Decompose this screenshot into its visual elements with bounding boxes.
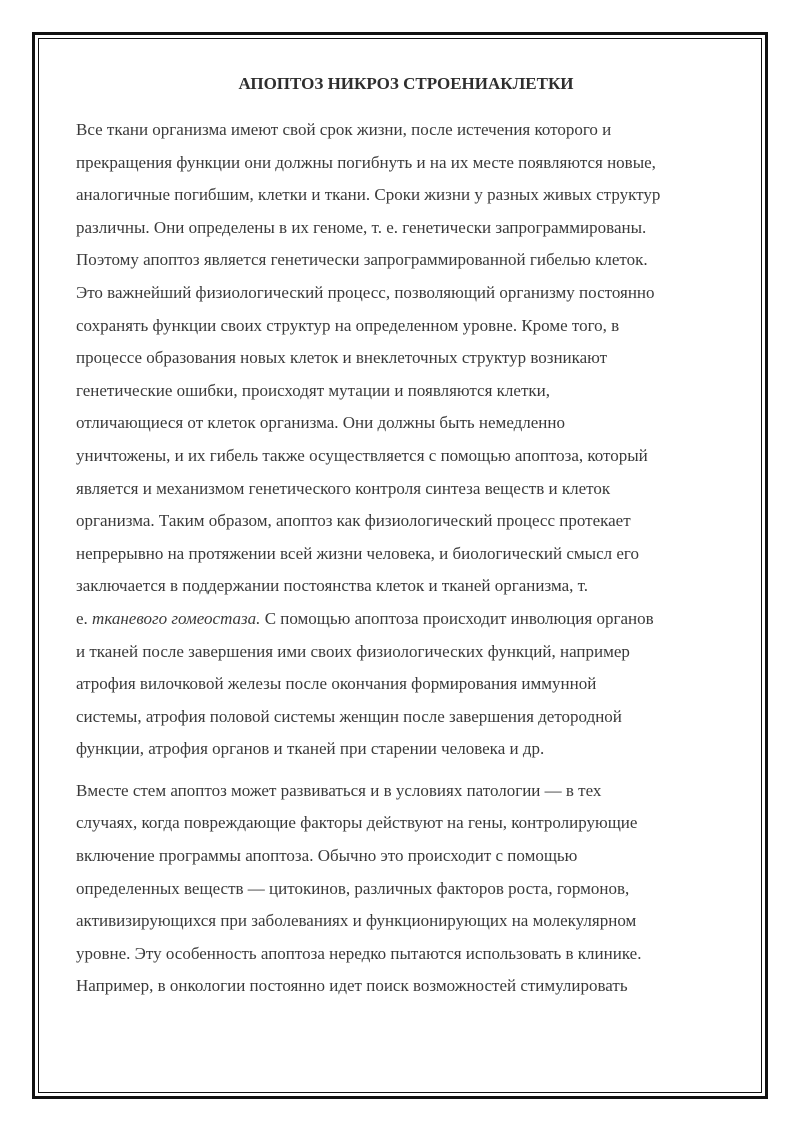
text-fragment: е.: [76, 608, 93, 628]
text-line: Все ткани организма имеют свой срок жизни, после истечения которого и: [76, 120, 612, 139]
text-line: Это важнейший физиологический процесс, позволяющий организму постоянно: [76, 282, 655, 302]
text-line: уровне. Эту особенность апоптоза нередко пытаются использовать в клинике.: [76, 943, 642, 963]
text-line: Например, в онкологии постоянно идет поиск возможностей стимулировать: [76, 976, 628, 996]
text-fragment: С помощью апоптоза происходит инволюция органов: [260, 608, 654, 628]
text-line: атрофия вилочковой железы после окончания формирования иммунной: [76, 674, 597, 694]
paragraph-1: [76, 114, 736, 766]
text-line: функции, атрофия органов и тканей при старении человека и др.: [76, 739, 545, 759]
text-line: заключается в поддержании постоянства клеток и тканей организма, т.: [76, 576, 589, 596]
text-line: определенных веществ — цитокинов, различных факторов роста, гормонов,: [76, 878, 630, 898]
text-line: случаях, когда повреждающие факторы действуют на гены, контролирующие: [76, 813, 638, 833]
text-line: системы, атрофия половой системы женщин после завершения детородной: [76, 706, 622, 726]
text-line: организма. Таким образом, апоптоз как физиологический процесс протекает: [76, 511, 631, 531]
paragraph-2: [76, 775, 736, 1003]
italic-term: тканевого гомеостаза.: [92, 608, 261, 628]
text-line: генетические ошибки, происходят мутации и появляются клетки,: [76, 380, 550, 400]
text-line-mixed: [76, 603, 736, 636]
document-title: АПОПТОЗ НИКРОЗ СТРОЕНИАКЛЕТКИ: [238, 74, 574, 93]
text-line: является и механизмом генетического контроля синтеза веществ и клеток: [76, 478, 611, 498]
text-line: различны. Они определены в их геноме, т. е. генетически запрограммированы.: [76, 217, 647, 237]
text-line: Поэтому апоптоз является генетически запрограммированной гибелью клеток.: [76, 250, 648, 270]
text-line: аналогичные погибшим, клетки и ткани. Сроки жизни у разных живых структур: [76, 185, 661, 205]
text-line: активизирующихся при заболеваниях и функционирующих на молекулярном: [76, 911, 637, 931]
text-line: отличающиеся от клеток организма. Они должны быть немедленно: [76, 413, 566, 433]
text-line: сохранять функции своих структур на определенном уровне. Кроме того, в: [76, 315, 620, 335]
text-line: включение программы апоптоза. Обычно это происходит с помощью: [76, 846, 578, 866]
document-body: [76, 72, 736, 1012]
text-line: непрерывно на протяжении всей жизни человека, и биологический смысл его: [76, 543, 639, 563]
text-line: и тканей после завершения ими своих физиологических функций, например: [76, 641, 630, 661]
text-line: прекращения функции они должны погибнуть и на их месте появляются новые,: [76, 152, 656, 172]
text-line: процессе образования новых клеток и внеклеточных структур возникают: [76, 348, 608, 368]
text-line: Вместе стем апоптоз может развиваться и в условиях патологии — в тех: [76, 780, 602, 800]
text-line: уничтожены, и их гибель также осуществляется с помощью апоптоза, который: [76, 445, 648, 465]
